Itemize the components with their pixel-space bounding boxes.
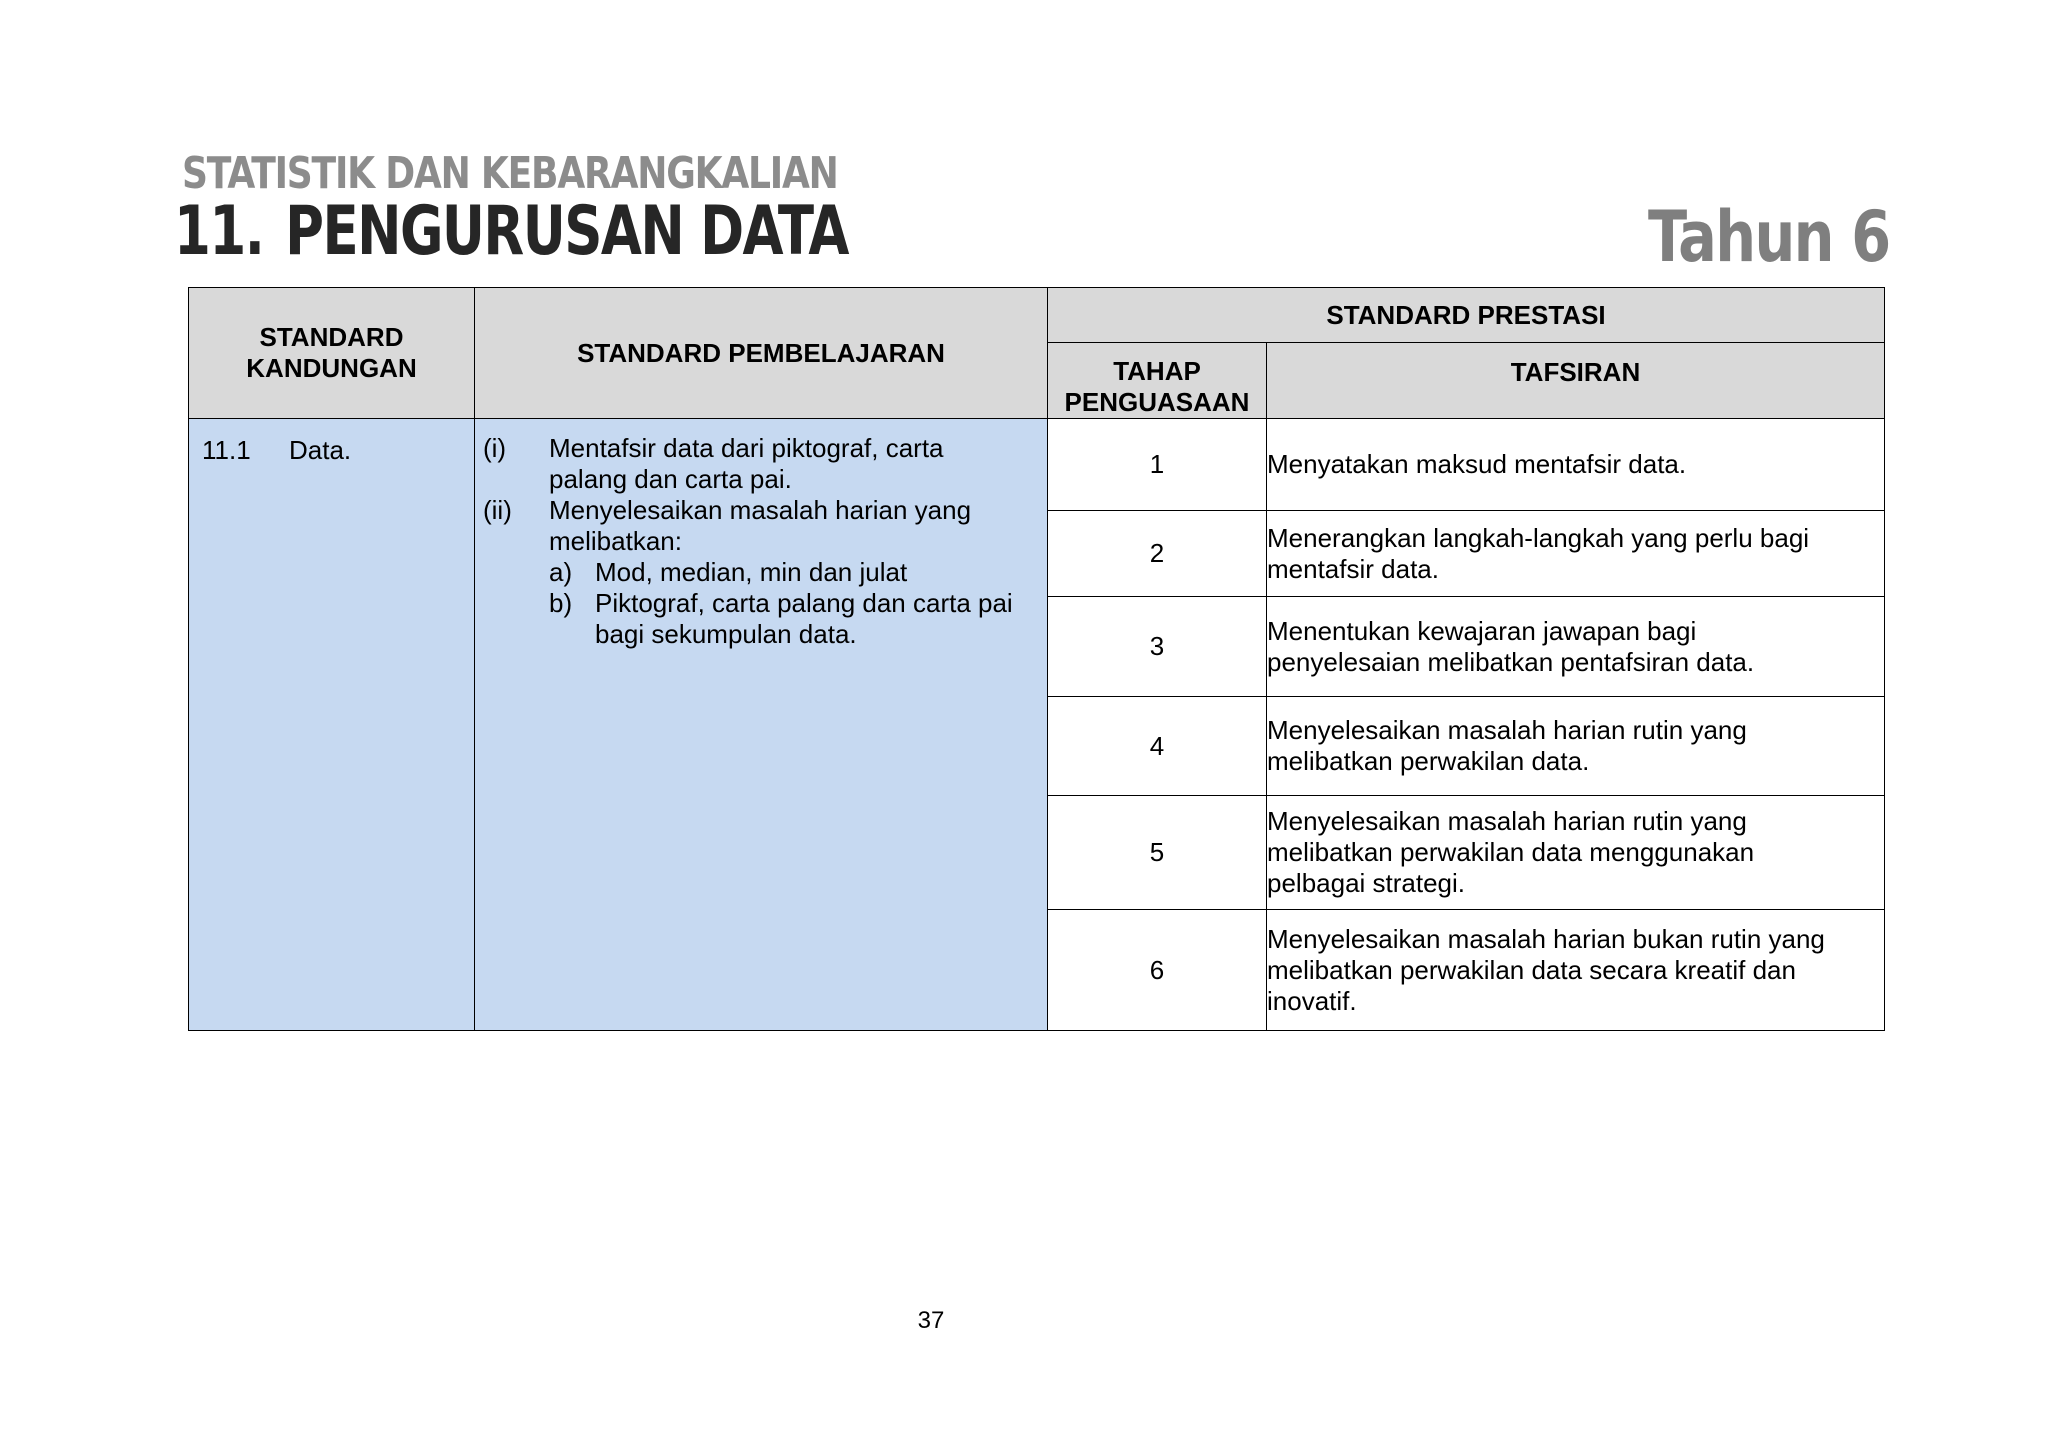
tafsiran-text: Menyelesaikan masalah harian rutin yang: [1267, 806, 1747, 836]
title-number: 11.: [174, 192, 264, 271]
tafsiran-text: Menyelesaikan masalah harian rutin yang: [1267, 715, 1747, 745]
page-title: [174, 192, 848, 271]
list-item: [483, 433, 1037, 495]
list-marker: (i): [483, 433, 507, 463]
tafsiran-text: Menyelesaikan masalah harian bukan rutin yang: [1267, 923, 1825, 954]
standard-kandungan-cell: [189, 419, 475, 1031]
list-text: melibatkan:: [549, 526, 682, 556]
tafsiran-cell: [1267, 910, 1885, 1031]
header-tahap-line2: PENGUASAAN: [1064, 387, 1250, 417]
sk-text: Data.: [289, 435, 352, 465]
tahap-cell: 6: [1048, 910, 1267, 1031]
tafsiran-cell: [1267, 796, 1885, 910]
list-text: Menyelesaikan masalah harian yang: [549, 495, 972, 525]
header-row-top: [189, 288, 1885, 343]
tafsiran-text: melibatkan perwakilan data.: [1267, 746, 1590, 776]
sk-number: 11.1: [202, 435, 251, 465]
header-sk-line1: STANDARD: [259, 322, 404, 352]
table-row: [189, 419, 1885, 511]
tahap-cell: 1: [1048, 419, 1267, 511]
sub-list-text: Piktograf, carta palang dan carta pai: [595, 588, 1013, 618]
tahap-cell: 4: [1048, 697, 1267, 796]
tafsiran-text: mentafsir data.: [1267, 553, 1439, 584]
header-tafsiran: TAFSIRAN: [1267, 343, 1885, 419]
header-tahap-line1: TAHAP: [1113, 356, 1201, 386]
sub-list-item: [549, 557, 1037, 588]
page-number: 37: [917, 1307, 945, 1334]
tafsiran-cell: [1267, 419, 1885, 511]
tafsiran-text: melibatkan perwakilan data menggunakan: [1267, 837, 1755, 867]
list-marker: (ii): [483, 495, 512, 525]
sub-list-text: Mod, median, min dan julat: [595, 557, 908, 587]
tahap-cell: 2: [1048, 511, 1267, 597]
tafsiran-cell: [1267, 511, 1885, 597]
year-label: Tahun 6: [1648, 196, 1890, 278]
sub-list-item: [549, 588, 1037, 650]
standards-table: [188, 287, 1885, 1031]
tafsiran-text: Menentukan kewajaran jawapan bagi: [1267, 615, 1697, 646]
header-standard-prestasi: STANDARD PRESTASI: [1048, 288, 1885, 343]
tafsiran-text: melibatkan perwakilan data secara kreatif dan: [1267, 954, 1796, 985]
header-tahap-penguasaan: [1048, 343, 1267, 419]
list-text: palang dan carta pai.: [549, 464, 792, 494]
tafsiran-cell: [1267, 597, 1885, 697]
sub-list-marker: b): [549, 588, 573, 618]
header-standard-pembelajaran: STANDARD PEMBELAJARAN: [475, 288, 1048, 419]
list-item: [483, 495, 1037, 650]
tafsiran-text: Menerangkan langkah-langkah yang perlu bagi: [1267, 522, 1810, 553]
title-text: PENGURUSAN DATA: [285, 192, 848, 271]
tafsiran-text: pelbagai strategi.: [1267, 868, 1466, 898]
header-standard-kandungan: [189, 288, 475, 419]
standard-pembelajaran-cell: [475, 419, 1048, 1031]
tahap-cell: 5: [1048, 796, 1267, 910]
tafsiran-cell: [1267, 697, 1885, 796]
header-sk-line2: KANDUNGAN: [246, 353, 417, 383]
tafsiran-text: inovatif.: [1267, 985, 1357, 1016]
tafsiran-text: Menyatakan maksud mentafsir data.: [1267, 449, 1687, 479]
section-supertitle: STATISTIK DAN KEBARANGKALIAN: [182, 148, 838, 199]
list-text: Mentafsir data dari piktograf, carta: [549, 433, 944, 463]
sub-list-text: bagi sekumpulan data.: [595, 619, 857, 649]
tafsiran-text: penyelesaian melibatkan pentafsiran data.: [1267, 646, 1755, 677]
tahap-cell: 3: [1048, 597, 1267, 697]
sub-list-marker: a): [549, 557, 573, 587]
